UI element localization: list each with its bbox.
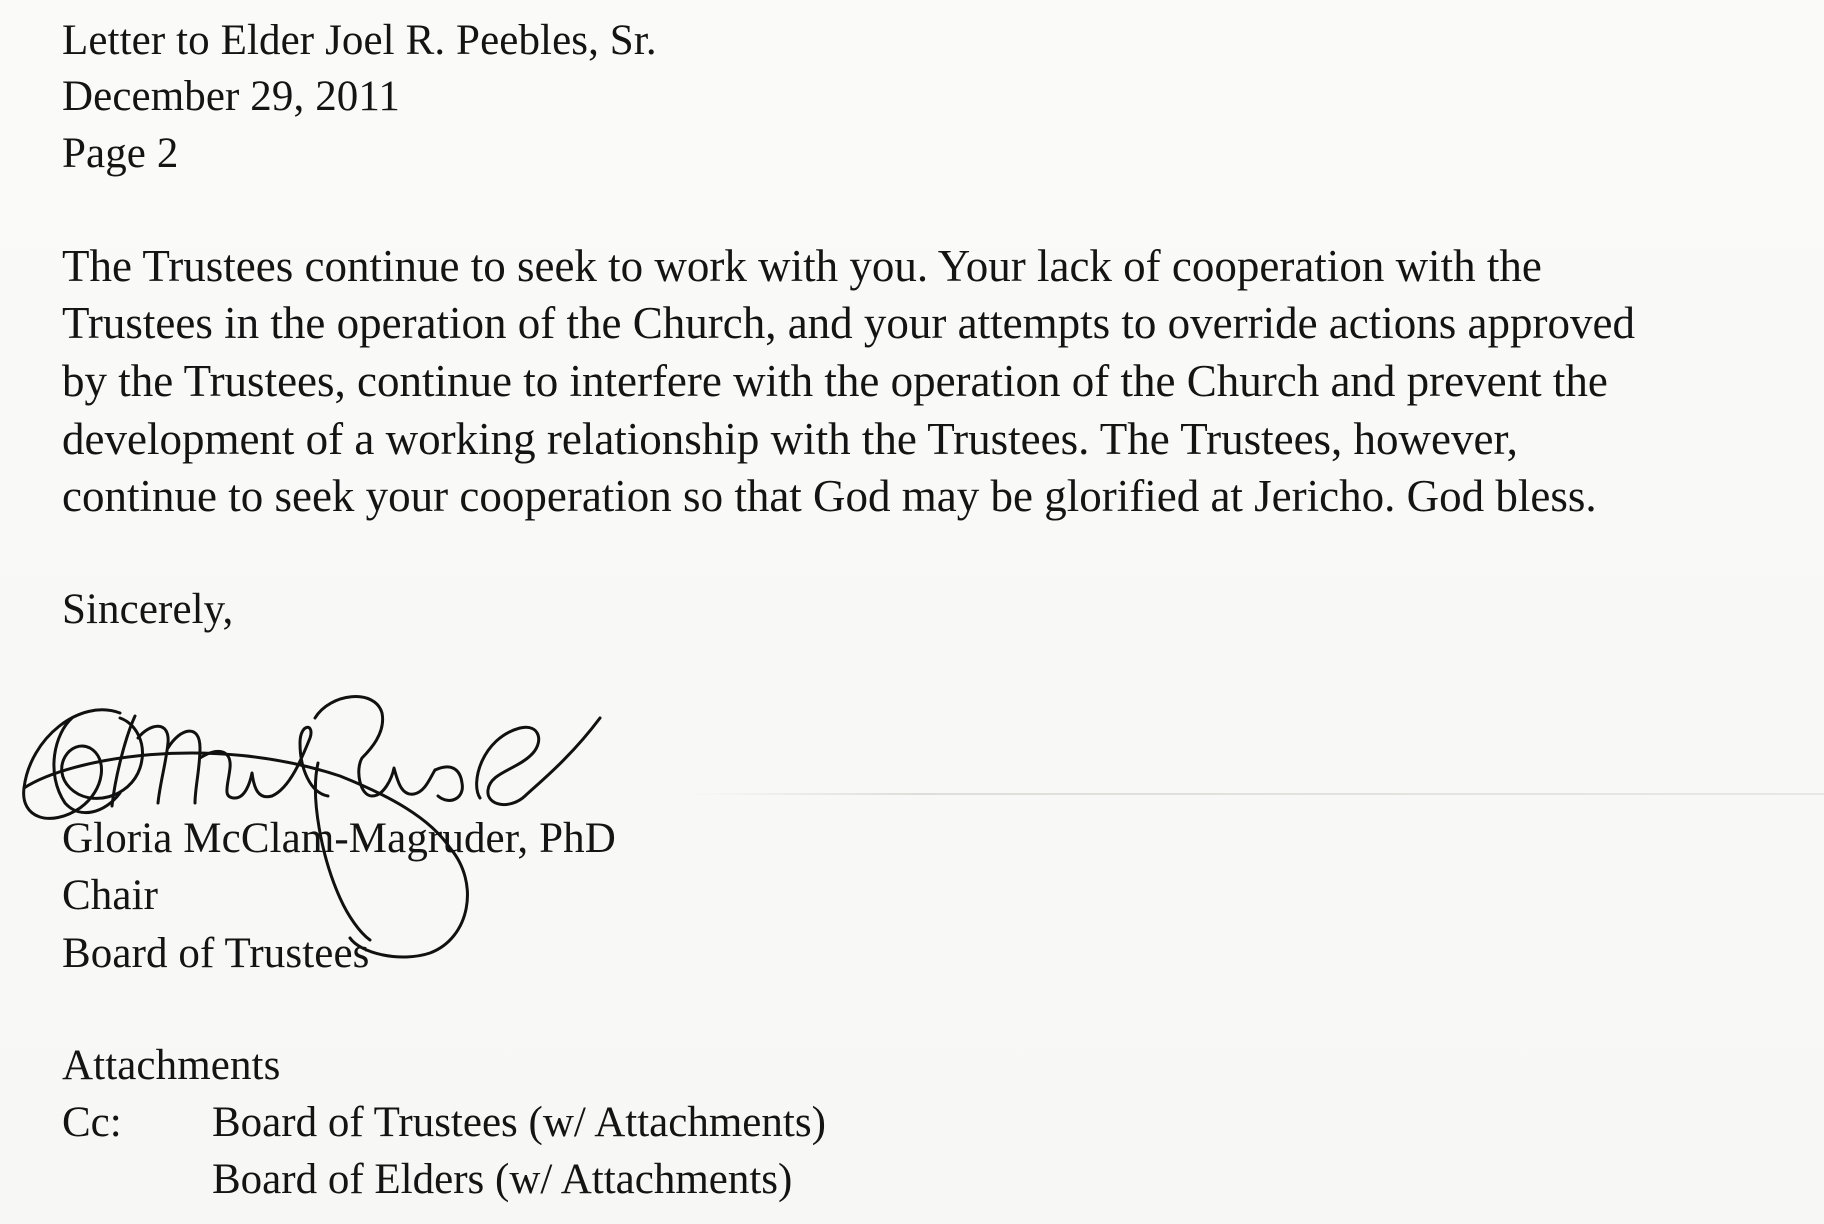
page-number: Page 2	[62, 130, 179, 177]
attachments-label: Attachments	[62, 1042, 281, 1089]
body-line: development of a working relationship with the Trustees. The Trustees, however,	[62, 414, 1518, 464]
cc-item: Board of Trustees (w/ Attachments)	[212, 1099, 826, 1146]
salutation: Sincerely,	[62, 586, 234, 633]
body-line: continue to seek your cooperation so that God may be glorified at Jericho. God bless.	[62, 471, 1597, 521]
handwritten-signature	[10, 678, 660, 978]
body-line: by the Trustees, continue to interfere with the operation of the Church and prevent the	[62, 356, 1608, 406]
cc-item: Board of Elders (w/ Attachments)	[212, 1156, 793, 1203]
paper-fold-line	[690, 793, 1824, 795]
signer-name: Gloria McClam-Magruder, PhD	[62, 815, 616, 862]
body-line: Trustees in the operation of the Church, and your attempts to override actions approved	[62, 298, 1635, 348]
signer-org: Board of Trustees	[62, 930, 370, 977]
cc-label: Cc:	[62, 1099, 122, 1146]
body-line: The Trustees continue to seek to work with you. Your lack of cooperation with the	[62, 241, 1542, 291]
recipient-line: Letter to Elder Joel R. Peebles, Sr.	[62, 17, 657, 64]
signer-title: Chair	[62, 872, 159, 919]
letter-date: December 29, 2011	[62, 73, 401, 120]
